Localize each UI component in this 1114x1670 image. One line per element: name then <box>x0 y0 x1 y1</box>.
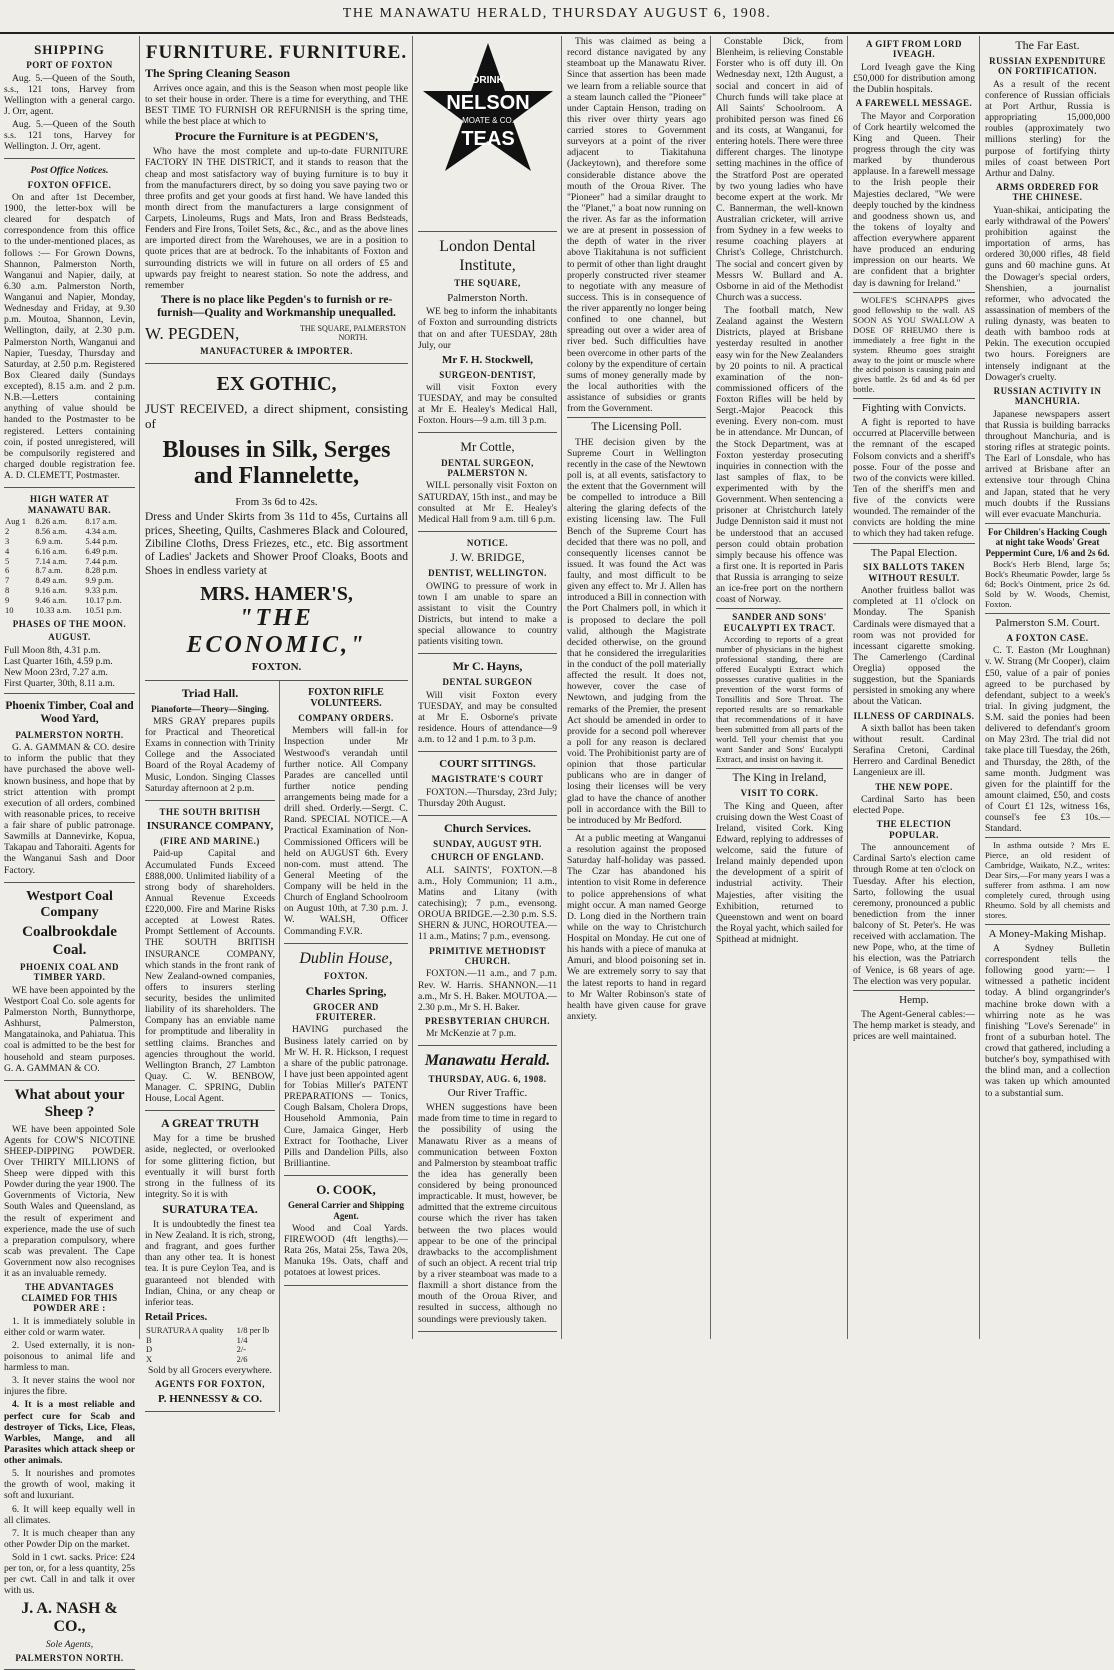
manchuria-title: RUSSIAN ACTIVITY IN MANCHURIA. <box>993 385 1102 407</box>
stockwell-role: SURGEON-DENTIST, <box>439 369 536 380</box>
shipping-item: Aug. 5.—Queen of the South s.s. 121 tons, Harvey for Wellington. J. Orr, agent. <box>4 119 135 153</box>
divider <box>567 829 706 830</box>
fareast-title: The Far East. <box>1015 38 1080 52</box>
advantage-item: 6. It will keep equally well in all climates. <box>4 1503 135 1526</box>
tide-am: 7.14 a.m. <box>35 555 67 566</box>
table-row <box>145 1345 275 1355</box>
nelson-line: DRINK <box>471 75 504 86</box>
col2-split <box>145 681 408 1413</box>
insurance-sub: (FIRE AND MARINE.) <box>160 836 260 847</box>
triad-body: MRS GRAY prepares pupils for Practical and Theoretical Exams in connection with Trinity College and the Associated Board of the Royal Academy of Music, London. Singing Classes Saturday afternoon at 2 p.m. <box>145 715 275 794</box>
hamer-title: MRS. HAMER'S, <box>200 583 353 606</box>
licensing-title: The Licensing Poll. <box>591 421 682 434</box>
tide-day: 6 <box>5 565 10 576</box>
moon-item: New Moon 23rd, 7.27 a.m. <box>4 666 108 678</box>
nash-place: PALMERSTON NORTH. <box>15 1652 124 1663</box>
triad-title: Triad Hall. <box>181 685 239 700</box>
coalbrookdale-title: Coalbrookdale Coal. <box>22 924 117 958</box>
insurance-title: INSURANCE COMPANY, <box>146 820 274 833</box>
agents-title: AGENTS FOR FOXTON, <box>154 1379 266 1390</box>
tide-day: 9 <box>5 594 10 605</box>
russian-body: As a result of the recent conference of Russian officials at Port Arthur, Russia is appropriating 15,000,000 roubles (approximately two millions sterling) for the purpose of fortifying thirty miles of coast between Port Arthur and Dalny. <box>985 78 1110 179</box>
court-case-title: Palmerston S.M. Court. <box>995 617 1100 630</box>
dublin-ad <box>284 944 408 1176</box>
tide-day: 4 <box>5 545 10 556</box>
shipping-section <box>4 36 135 159</box>
cough-body: Bock's Herb Blend, large 5s; Bock's Rheumatic Powder, large 5s 6d; Bock's Ointment, price 2s 6d. Sold by W. Woods, Chemist, Foxton. <box>985 559 1110 610</box>
westport-body: WE have been appointed by the Westport Coal Co. sole agents for Palmerston North, Bunnythorpe, Ashhurst, Palmerston, Mangatainoka, and Pahiatua. This coal is admitted to be the best for household and steam purposes. G. A. GAMMAN & CO. <box>4 984 135 1074</box>
suratura-body: It is undoubtedly the finest tea in New Zealand. It is rich, strong, and fragrant, and goes further than any other tea. It is honest tea. It is pure Ceylon Tea, and is guaranteed not blended with Indian, China, or any cheap or inferior teas. <box>145 1218 275 1308</box>
table-row <box>145 1326 275 1336</box>
blouses-title: Blouses in Silk, Serges and Flannelette, <box>162 436 391 490</box>
nelson-line: NELSON <box>445 92 530 114</box>
masthead <box>0 0 1114 34</box>
sheep-ad <box>4 1081 135 1670</box>
divider <box>716 768 843 769</box>
moon-item: Full Moon 8th, 4.31 p.m. <box>4 644 101 656</box>
cough-title: For Children's Hacking Cough at night take Woods' Great Peppermint Cure, 1/6 and 2s 6d. <box>985 526 1110 558</box>
tide-am: 8.49 a.m. <box>35 575 67 586</box>
tide-section <box>4 488 135 694</box>
pegden-body: Who have the most complete and up-to-date FURNITURE FACTORY IN THE DISTRICT, and it stands to reason that the cheap and most satisfactory way of buying furniture is to buy it from the manufacturers direct, by so doing you save paying two or three profits and get your goods at first hand. We have landed this month direct from the manufacturers a large consignment of Carpets, Linoleums, Rugs and Mats, Iron and Brass Bedsteads, Fenders and Fire Irons, Toilet Sets, &c., &c., and as the above lines are imported direct from the Warehouses, we are in a position to quote prices that are at bedrock. To the inhabitants of Foxton and surrounding districts we will in future on all orders of £5 and upwards pay freight to nearest station. So note the address, and remember <box>145 146 408 291</box>
farewell-title: A FAREWELL MESSAGE. <box>855 98 973 109</box>
westport-ad <box>4 883 135 1081</box>
pegden-name: W. PEGDEN, <box>145 323 240 343</box>
hemp-title: Hemp. <box>899 993 929 1006</box>
tide-day: Aug 1 <box>5 516 27 527</box>
retail-price: 2/6 <box>236 1354 248 1365</box>
dental-sub: THE SQUARE, <box>454 278 521 289</box>
cook-ad <box>284 1176 408 1286</box>
manchuria-body: Japanese newspapers assert that Russia is building barracks throughout Manchuria, and is storing rifles at strategic points. The Earl of Lonsdale, who has arrived at Brisbane after an extensive tour through China and Japan, stated that he very much doubts if the Russians will ever evacuate Manchuria. <box>985 408 1110 520</box>
tide-pm: 9.33 p.m. <box>85 585 118 596</box>
post-office-body: On and after 1st December, 1900, the letter-box will be cleared for despatch of correspondence from this office to the under-mentioned places, as follows :— For Grown Downs, Shannon, Palmerston North, Wanganui and Napier, daily, at 6.30 a.m. Palmerston North, Wanganui and Napier, Monday, Wednesday and Friday, at 9.30 p.m. Moutoa, Shannon, Levin, Wellington, daily, at 2.30 p.m. Palmerston North, Wanganui and Napier, Tuesday, Thursday and Saturday, at 2.50 p.m. Registered Box Cleared daily (Sundays excepted), 8.15 a.m. and 2 p.m. N.B.—Letters containing anything of value should be handed to the Postmaster to be registered. Letters containing coin, if posted unregistered, will be compulsorily registered and charged double registration fee. A. D. CLEMETT, Postmaster. <box>4 191 135 482</box>
church-title: Church Services. <box>443 820 532 835</box>
advantage-item: 5. It nourishes and promotes the growth of wool, making it soft and luxuriant. <box>4 1468 135 1502</box>
tide-am: 6.16 a.m. <box>35 545 67 556</box>
column-1 <box>0 36 140 1663</box>
dental-institute-ad <box>418 232 557 433</box>
bridge-notice: NOTICE. <box>466 537 509 548</box>
bridge-sub: DENTIST, WELLINGTON. <box>428 568 547 579</box>
furniture-title: FURNITURE. FURNITURE. <box>145 42 408 63</box>
column-4 <box>563 36 711 1339</box>
table-row <box>145 1355 275 1365</box>
agents-name: P. HENNESSY & CO. <box>157 1392 262 1405</box>
economic-title: "THE ECONOMIC," <box>186 605 367 658</box>
mishap-body: A Sydney Bulletin correspondent tells the following good yarn:— I witnessed a pathetic incident today. A blind organgrinder's machine broke down with a whirring note as he was finishing "Love's Serenade" in front of a suburban hotel. The crowd that gathered, including a butcher's boy, sympathised with the blind man, and a collection was taken up which amounted to a substantial sum. <box>985 942 1110 1099</box>
cook-body: Wood and Coal Yards. FIREWOOD (4ft lengths).—Rata 26s, Matai 25s, Tawa 20s, Manuka 19s. Oats, chaff and potatoes at lowest prices. <box>284 1222 408 1279</box>
nelson-line: TEAS <box>460 128 515 150</box>
tide-pm: 8.28 p.m. <box>85 565 118 576</box>
dental-title: London Dental Institute, <box>439 238 536 274</box>
retail-grade: D <box>146 1344 153 1355</box>
spring-title: The Spring Cleaning Season <box>145 66 291 81</box>
shipping-port: PORT OF FOXTON <box>26 60 113 71</box>
farewell-body: The Mayor and Corporation of Cork heartily welcomed the King and Queen. Their progress through the city was marked by thunderous applause. In a farewell message to the Irish people their Majesties declared, "We were deeply touched by the kindness and goodness shown us, and the tokens of loyalty and affection everywhere apparent have produced an enduring impression on our hearts. We are confident that a brighter day is dawning for Ireland." <box>853 110 975 289</box>
cottle-body: WILL personally visit Foxton on SATURDAY, 15th inst., and may be consulted at Mr E. Healey's Medical Hall from 9 a.m. till 6 p.m. <box>418 480 557 525</box>
advantage-item: 4. It is a most reliable and perfect cure for Scab and destroyer of Ticks, Lice, Fleas, Warbles, Mange, and all Parasites which attack sheep or other animals. <box>4 1399 135 1467</box>
rheumo-ad: WOLFE'S SCHNAPPS gives good fellowship to the wall. AS SOON AS YOU SWALLOW A DOSE OF RHEUMO there is immediately a free fight in the system. Rheumo goes straight away to the joint or muscle where the acid poison is causing pain and gives battle. 2s 6d and 4s 6d per bottle. <box>853 294 975 395</box>
retail-note: Sold by all Grocers everywhere. <box>148 1365 272 1377</box>
haynes-body: Will visit Foxton every TUESDAY, and may be consulted at Mr E. Osborne's private residence. Hours of attendance—9 a.m. to 12 and 1 p.m. to 3 p.m. <box>418 689 557 746</box>
primitive-body: FOXTON.—11 a.m., and 7 p.m. Rev. W. Harris. SHANNON.—11 a.m., Mr S. H. Baker. MOUTOA.—2.30 p.m., Mr S. H. Baker. <box>418 968 557 1013</box>
tide-am: 9.16 a.m. <box>35 585 67 596</box>
russian-title: RUSSIAN EXPENDITURE ON FORTIFICATION. <box>989 55 1106 77</box>
church-date: SUNDAY, AUGUST 9TH. <box>433 838 542 849</box>
divider <box>985 837 1110 838</box>
river-title: Our River Traffic. <box>447 1087 528 1100</box>
local-briefs: Constable Dick, from Blenheim, is relieving Constable Forster who is off duty ill. On Wednesday next, 12th August, a social and concert in aid of Church funds will take place at All Saints' Schoolroom. A prohibited person was fined £6 and its costs, at Wanganui, for entering hotels. There were three different charges. The linotype setting machines in the office of the Stratford Post are operated by two young ladies who have become expert at the work. Mr C. Bannerman, the well-known Australian cricketer, will arrive from Sydney in a few weeks to resume coaching players at Christ's College, Christchurch. The social and concert given by Messrs W. Bullard and A. Osborne in aid of the Methodist Church was a success. <box>716 36 843 303</box>
court-case-sub: A FOXTON CASE. <box>1006 632 1089 643</box>
haynes-sub: DENTAL SURGEON <box>442 677 533 688</box>
phoenix-title: Phoenix Timber, Coal and Wood Yard, <box>5 700 134 726</box>
truth-body: May for a time be brushed aside, neglected, or overlooked for some glittering fiction, but eventually it will burst forth strong in the fullness of its integrity. So it is with <box>145 1133 275 1200</box>
tide-pm: 10.51 p.m. <box>85 604 122 615</box>
gift-body: Lord Iveagh gave the King £50,000 for distribution among the Dublin hospitals. <box>853 61 975 96</box>
haynes-ad <box>418 654 557 752</box>
divider <box>853 543 975 544</box>
table-row <box>145 1336 275 1346</box>
column-6 <box>849 36 980 1339</box>
truth-title: A GREAT TRUTH <box>160 1116 260 1131</box>
arms-title: ARMS ORDERED FOR THE CHINESE. <box>995 181 1099 203</box>
moon-item: Last Quarter 16th, 4.59 p.m. <box>4 655 113 667</box>
tide-pm: 5.44 p.m. <box>85 535 118 546</box>
tide-table <box>4 517 135 616</box>
sheep-title: What about your Sheep ? <box>14 1086 125 1121</box>
cook-sub: General Carrier and Shipping Agent. <box>287 1200 405 1221</box>
masthead-title: THE MANAWATU HERALD, THURSDAY AUGUST 6, 1908. <box>342 6 772 21</box>
asthma-ad: In asthma outside ? Mrs E. Pierce, an old resident of Cambridge, Waikato, N.Z., writes: Dear Sirs,—For many years I was a sufferer from asthma. I am now completely cured, through using Rheumo. Sold by all chemists and stores. <box>985 840 1110 921</box>
column-3 <box>414 36 562 1339</box>
dublin-sub: FOXTON. <box>323 971 369 982</box>
mishap-title: A Money-Making Mishap. <box>988 928 1107 941</box>
furniture-ad <box>145 36 408 364</box>
court-title: COURT SITTINGS. <box>439 758 536 771</box>
divider <box>985 924 1110 925</box>
phoenix-coal-title: PHOENIX COAL AND TIMBER YARD. <box>19 961 119 983</box>
illness-body: A sixth ballot has been taken without result. Cardinal Serafina Cretoni, Cardinal Herrero and Cardinal Benedict Langenieux are ill. <box>853 722 975 779</box>
retail-price: 2/- <box>236 1344 247 1355</box>
retail-price: 1/8 per lb <box>236 1324 270 1335</box>
nelson-tea-star <box>423 43 553 223</box>
eucalypti-body: According to reports of a great number of physicians in the highest professional standing, there are offered Eucalypti Extract which possesses curative qualities in the prevention of the worst forms of Tonsillitis and Sore Throat. The reported results are so remarkable that recommendations of it have been submitted from all parts of the world. Tell your chemist that you want Sander and Sons' Eucalypti Extract, and insist on having it. <box>716 634 843 764</box>
economic-place: FOXTON. <box>251 660 302 673</box>
retail-grade: SURATURA A quality <box>146 1324 224 1335</box>
exgothic-ad <box>145 364 408 681</box>
stockwell-body: will visit Foxton every TUESDAY, and may be consulted at Mr E. Healey's Medical Hall, Foxton. Hours—9 a.m. till 3 p.m. <box>418 381 557 427</box>
sheep-sold: Sold in 1 cwt. sacks. Price: £24 per ton, or, for a less quantity, 25s per cwt. Call in and talk it over with us. <box>4 1552 135 1597</box>
king-body: The King and Queen, after cruising down the West Coast of Ireland, visited Cork. King Edward, replying to addresses of welcome, said the future of Ireland mainly depended upon the development of a spirit of industrial activity. Their Majesties, after visiting the Exhibition, returned to Queenstown and went on board the Royal yacht, which sailed for Spithead at midnight. <box>716 800 843 946</box>
tide-pm: 7.44 p.m. <box>85 555 118 566</box>
post-office-title: Post Office Notices. <box>30 165 109 177</box>
triad-ad <box>145 681 275 801</box>
cottle-sub: DENTAL SURGEON, PALMERSTON N. <box>441 457 534 478</box>
insurance-body: Paid-up Capital and Accumulated Funds Exceed £888,000. Unlimited liability of a strong body of shareholders. Annual Revenue Exceeds £220,000. Fire and Marine Risks accepted at Lowest Rates. Prompt Settlement of Accounts. THE SOUTH BRITISH INSURANCE COMPANY, which stands in the front rank of New Zealand-owned companies, offers to insurers sterling security, besides the unlimited liability of its shareholders. The Company has an enviable name for promptitude and liberality in settling claims. Branches and agencies throughout the world. Wellington Branch, 27 Lambton Quay. C. W. BENBOW, Manager. C. SPRING, Dublin House, Local Agent. <box>145 848 275 1105</box>
nelson-tea-ad <box>418 36 557 232</box>
tide-day: 2 <box>5 525 10 536</box>
river-continued: This was claimed as being a record distance navigated by any steamboat up the Manawatu River. Since that assertion has been made we learn from a reliable source that a steam launch called the "Pioneer" under Captain Henson, trading on this river over thirty years ago carried stores to Government surveyors at a point of the river adjacent to Tiakitahuna (Jackeytown), and therefore some considerable distance above the mouth of the Oroua River. The "Pioneer" had a similar draught to the "Planet," a boat now running on the river. As far as the information we are at present in possession of the depth of water in the river above Tiakitahuna is not sufficient to permit of other than light draught properly constructed river steamer to negotiate with any measure of success. This is in consequence of the river apparently no longer being confined to one channel, but spreading out over a wider area of river bed. Such difficulties have been overcome in other parts of the colony by the expenditure of certain sums of money generally made by the local authorities with the assistance of subsidies or grants from the Government. <box>567 36 706 415</box>
news-briefs: At a public meeting at Wanganui a resolution against the proposed Saturday half-holiday was passed. The Czar has abandoned his intention to visit Rome in deference to police apprehensions of what might occur. A man named George D. Long died in the Northern train while on the way to Christchurch Hospital on Monday. He cut one of his hands with a piece of manuka at Amuri, and blood poisoning set in. We are extremely sorry to say that the latest reports to hand in regard to Mr Walter Robinson's state of health have given cause for grave anxiety. <box>567 832 706 1022</box>
table-row <box>4 566 135 576</box>
phoenix-body: G. A. GAMMAN & CO. desire to inform the public that they have purchased the above well-known business, and hope that by strict attention with prompt execution of all orders, combined with reasonable prices, to receive a fair share of public patronage. Sawmills at Dannevirke, Kopua, Takapau and Tahoraiti. Agents for the Wanganui Sash and Door Factory. <box>4 742 135 876</box>
arms-body: Yuan-shikai, anticipating the early withdrawal of the Powers' prohibition against the importation of arms, has ordered 30,000 rifles, 48 field guns and 60 machine guns. At the Dowager's special orders, Shenshien, a journalist reformer, who advocated the assassination of members of the ruling dynasty, was beaten to death with bamboo rods at Pekin. The execution occupied two hours. Foreigners are intensely indignant at the Dowager's cruelty. <box>985 204 1110 383</box>
court-sittings <box>418 752 557 815</box>
advantages-title: THE ADVANTAGES CLAIMED FOR THIS POWDER ARE : <box>21 1282 118 1314</box>
tide-day: 3 <box>5 535 10 546</box>
divider <box>716 608 843 609</box>
retail-price: 1/4 <box>236 1334 248 1345</box>
dental-place: Palmerston North. <box>447 291 528 304</box>
blouses-price: From 3s 6d to 42s. <box>235 495 318 508</box>
advantage-item: 7. It is much cheaper than any other Powder Dip on the market. <box>4 1527 135 1550</box>
shipping-title: SHIPPING <box>34 42 105 57</box>
pegden-line: Procure the Furniture is at PEGDEN'S, <box>174 129 379 144</box>
sheep-body: WE have been appointed Sole Agents for COW'S NICOTINE SHEEP-DIPPING POWDER. Over THIRTY MILLIONS of Sheep were dipped with this Powder during the year 1900. The Governments of Victoria, New South Wales and Queensland, as the result of experiment and experience, made the use of such a preparation compulsory, where scab was prevalent. The Cape Government now also recognises it as an invaluable remedy. <box>4 1123 135 1280</box>
pegden-address: THE SQUARE, PALMERSTON NORTH. <box>299 324 406 343</box>
presby-title: PRESBYTERIAN CHURCH. <box>424 1015 550 1026</box>
king-title: The King in Ireland, <box>732 771 827 784</box>
suratura-ad <box>145 1111 275 1412</box>
divider <box>853 398 975 399</box>
convicts-title: Fighting with Convicts. <box>861 402 967 415</box>
church-body: ALL SAINTS', FOXTON.—8 a.m., Holy Communion; 11 a.m., Matins and Litany (with catechising); 7 p.m., evensong. OROUA BRIDGE.—2.30 p.m. S.S. SHERN & JUNC, HOROUTEA.—11 a.m., Matins; 7 p.m., evensong. <box>418 864 557 943</box>
tide-day: 10 <box>5 604 14 615</box>
papal-body: Another fruitless ballot was completed at 11 o'clock on Monday. The Spanish Cardinals were dismayed that a room was not provided for incessant cigarette smoking. The Camerlengo (Cardinal Oreglia) opposed the suggestion, but the Spaniards persisted in smoking any where about the Vatican. <box>853 585 975 708</box>
tide-pm: 4.34 a.m. <box>85 525 117 536</box>
convicts-body: A fight is reported to have occurred at Placerville between the remnant of the escaped Folsom convicts and a sheriff's posse. Four of the posse and two of the convicts were killed. Ten of the sheriff's men and five of the convicts were wounded. The remainder of the convicts are holding the mine to which they had taken refuge. <box>853 417 975 540</box>
herald-title: Manawatu Herald. <box>424 1052 551 1070</box>
retail-table <box>145 1326 275 1365</box>
cottle-ad <box>418 433 557 531</box>
dublin-body: HAVING purchased the Business lately carried on by Mr W. H. R. Hickson, I request a share of the public patronage. I have just been appointed agent for Tobias Miller's PATENT PREPARATIONS — Tonics, Cough Balsam, Cholera Drops, Household Ammonia, Pain Cure, Jamaica Ginger, Herb Extract for Toothache, Liver Pills and Dandelion Pills, also Brilliantine. <box>284 1024 408 1169</box>
court-sub: MAGISTRATE'S COURT <box>431 774 544 785</box>
football-briefs: The football match, New Zealand against the Western Districts, played at Brisbane yesterday resulted in another easy win for the New Zealanders by 20 points to nil. A practical examination of the non-commissioned officers of the Foxton Rifles will be held by Sergt.-Major Peacock this evening. Every non-com. must be in attendance. Mr Duncan, of the Stock Department, was at Foxton yesterday prosecuting inquiries in connection with the last samples of flax, to be experimented with by the Government. When sentencing a prisoner at Christchurch lately Judge Denniston said it must not be understood that an accused person could obtain probation simply because his offence was a first one. It is reported in Paris that Russia is arranging to seize an ice-free port on the northern coast of Norway. <box>716 305 843 606</box>
divider <box>985 523 1110 524</box>
tide-am: 9.46 a.m. <box>35 594 67 605</box>
bridge-ad <box>418 532 557 655</box>
court-case-body: C. T. Easton (Mr Loughnan) v. W. Strang (Mr Cooper), claim £50, value of a pair of ponies agreed to be purchased by defendant, subject to a week's trial. In giving judgment, the S.M. said the ponies had been delivered to defendant's groom on May 23rd. The trial did not take place till Tuesday, the 26th, and Thursday, the 28th, of the same month. Judgment was given for the plaintiff for the amount claimed, £50, and costs of Court £1 12s, witness 16s, counsel's fee £3 10s.—Standard. <box>985 645 1110 835</box>
herald-date: THURSDAY, AUG. 6, 1908. <box>428 1074 547 1084</box>
column-5 <box>712 36 848 1339</box>
shipping-item: Aug. 5.—Queen of the South, s.s., 121 tons, Harvey from Wellington with a general cargo. J. Orr, agent. <box>4 72 135 117</box>
advantage-item: 2. Used externally, it is non-poisonous to animal life and harmless to man. <box>4 1339 135 1374</box>
suratura-title: SURATURA TEA. <box>162 1202 258 1217</box>
moon-item: First Quarter, 30th, 8.11 a.m. <box>4 677 115 689</box>
nelson-line: MOATE & CO. <box>461 116 514 125</box>
bridge-body: OWING to pressure of work in town I am unable to spare an assistant to visit the Country Districts, but intend to make a special allowance to country patients visiting town. <box>418 580 557 648</box>
primitive-title: PRIMITIVE METHODIST CHURCH. <box>429 945 546 966</box>
tide-am: 8.7 a.m. <box>35 565 63 576</box>
tide-pm: 10.17 p.m. <box>85 594 122 605</box>
divider <box>853 292 975 293</box>
post-office-sub: FOXTON OFFICE. <box>27 179 112 190</box>
illness-title: ILLNESS OF CARDINALS. <box>853 710 975 721</box>
nash-sub: Sole Agents, <box>45 1638 94 1650</box>
westport-title: Westport Coal Company <box>26 888 113 920</box>
triad-sub: Pianoforte—Theory—Singing. <box>151 703 269 714</box>
spring-body: Arrives once again, and this is the Season when most people like to set their house in order. There is a time for everything, and THE BEST TIME TO FURNISH OR REFURNISH is the spring time, while the best place at which to <box>145 82 408 128</box>
tide-day: 7 <box>5 575 10 586</box>
tide-am: 8.56 a.m. <box>35 525 67 536</box>
tide-title: HIGH WATER AT MANAWATU BAR. <box>27 494 112 515</box>
rifles-ad <box>284 681 408 944</box>
haynes-title: Mr C. Hayns, <box>452 659 523 674</box>
newpope-body: Cardinal Sarto has been elected Pope. <box>853 794 975 817</box>
eucalypti-title: SANDER AND SONS' EUCALYPTI EX TRACT. <box>723 612 836 633</box>
gift-title: A GIFT FROM LORD IVEAGH. <box>865 39 963 60</box>
phoenix-ad <box>4 694 135 883</box>
retail-grade: B <box>146 1334 152 1345</box>
blouses-body: Dress and Under Skirts from 3s 11d to 45s, Curtains all prices, Sheeting, Quilts, Cashmeres Black and Coloured, Zibiline Cloths, Dress Friezes, etc., etc. Big assortment of Ladies' Jackets and Shower Proof Cloaks, Boots and Shoes in endless variety at <box>145 511 408 577</box>
cook-title: O. COOK, <box>316 1182 376 1198</box>
moon-month: AUGUST. <box>48 632 91 643</box>
rifles-sub: COMPANY ORDERS. <box>298 712 394 723</box>
post-office-section <box>4 159 135 488</box>
cottle-title: Mr Cottle, <box>460 439 515 455</box>
stockwell-name: Mr F. H. Stockwell, <box>441 353 534 366</box>
river-body: WHEN suggestions have been made from time to time in regard to the possibility of using the Manawatu River as a means of communication between Foxton and Palmerston by steamboat traffic the idea has generally been considered by being pronounced impracticable. It must, however, be admitted that the extreme circuitous course which the river has taken between the two places would appear to be one of the principal drawbacks to the accomplishment of such an object. A recent trial trip by a river steamboat was made to a flaxmill a short distance from the mouth of the Oroua River, and resulted in success, although no soundings were previously taken. <box>418 1102 557 1325</box>
advantage-item: 1. It is immediately soluble in either cold or warm water. <box>4 1315 135 1338</box>
papal-sub: SIX BALLOTS TAKEN WITHOUT RESULT. <box>863 562 965 583</box>
king-sub: VISIT TO CORK. <box>740 788 819 799</box>
tide-pm: 6.49 p.m. <box>85 545 118 556</box>
retail-title: Retail Prices. <box>145 1310 208 1323</box>
rifles-title: FOXTON RIFLE VOLUNTEERS. <box>308 686 384 710</box>
rifles-body: Members will fall-in for Inspection under Mr Westwood's verandah until further notice. All Company Parades are cancelled until further notice pending arrangements being made for a drill shed. Orderly.—Sergt. C. Rand. SPECIAL NOTICE.—A Practical Examination of Non-Commissioned Officers will be held on AUGUST 6th. Every non-com. must attend. The General Meeting of the Company will be held in the Church of England Schoolroom on August 10th, at 7.30 p.m. J. W. WALSH, Officer Commanding F.V.R. <box>284 725 408 937</box>
insurance-ad <box>145 801 275 1112</box>
divider <box>985 613 1110 614</box>
church-services <box>418 816 557 1047</box>
moon-title: PHASES OF THE MOON. <box>12 618 127 629</box>
election-title: THE ELECTION POPULAR. <box>876 819 952 840</box>
column-7 <box>981 36 1114 1339</box>
court-body: FOXTON.—Thursday, 23rd July; Thursday 20th August. <box>418 786 557 809</box>
church-sub: CHURCH OF ENGLAND. <box>431 852 544 863</box>
tide-day: 5 <box>5 555 10 566</box>
presby-body: Mr McKenzie at 7 p.m. <box>426 1028 517 1040</box>
advantage-item: 3. It never stains the wool nor injures the fibre. <box>4 1375 135 1398</box>
tide-am: 8.26 a.m. <box>35 516 67 527</box>
pegden-slogan: There is no place like Pegden's to furnish or re-furnish—Quality and Workmanship unequalled. <box>157 293 396 320</box>
newpope-title: THE NEW POPE. <box>875 781 953 792</box>
pegden-signature <box>145 324 408 344</box>
tide-am: 6.9 a.m. <box>35 535 63 546</box>
hemp-body: The Agent-General cables:—The hemp market is steady, and prices are well maintained. <box>853 1008 975 1042</box>
pegden-role: MANUFACTURER & IMPORTER. <box>200 346 353 357</box>
spring-name: Charles Spring, <box>305 983 387 998</box>
tide-pm: 9.9 p.m. <box>85 575 114 586</box>
bridge-title: J. W. BRIDGE, <box>450 550 525 565</box>
herald-editorial <box>418 1046 557 1331</box>
dublin-title: Dublin House, <box>299 949 393 967</box>
retail-grade: X <box>146 1354 153 1365</box>
election-body: The announcement of Cardinal Sarto's election came through Rome at ten o'clock on Tuesday. After his election, Sarto, following the usual ceremony, pronounced a public benediction from the inner balcony of St. Peter's. He was received with acclamation. The new Pope, who, at the time of his election, was the Patriarch of Venice, is 68 years of age. The election was very popular. <box>853 842 975 987</box>
grocer-label: GROCER AND FRUITERER. <box>313 1001 379 1022</box>
licensing-body: THE decision given by the Supreme Court in Wellington recently in the case of the Newtown poll is, at all events, satisfactory to the extent that the Government will be compelled to introduce a Bill altering the glaring defects of the existing licensing law. The Full Bench of the Supreme Court has decided that there was no poll, and consequently licenses cannot be issued. It was found the Act was faulty, and most difficult to be given any effect to. Mr J. Allen has introduced a Bill in connection with the Port Chalmers poll, in which it is proposed to declare the poll valid, although the Magistrate decided otherwise, on the ground that he considered the irregularities in the conduct of the poll materially affected the result. It does not, however, cover the case of Newtown, and judging from the remarks of the Premier, the present Act should be amended in order to provide for a second poll wherever a poll for any reason is declared void. The Prohibitionist party are of opinion that those particular publicans who are in danger of losing their licenses will be very glad to have the chance of another poll in accordance with the Bill to be introduced by Mr Bedford. <box>567 436 706 826</box>
col2-right <box>280 681 408 1413</box>
nash-title: J. A. NASH & CO., <box>21 1599 118 1636</box>
dental-body: WE beg to inform the inhabitants of Foxton and surrounding districts that on and after TUESDAY, 28th July, our <box>418 306 557 351</box>
divider <box>567 417 706 418</box>
divider <box>853 990 975 991</box>
col2-left <box>145 681 280 1413</box>
tide-pm: 8.17 a.m. <box>85 516 117 527</box>
tide-day: 8 <box>5 585 10 596</box>
exgothic-title: EX GOTHIC, <box>216 372 337 395</box>
tide-am: 10.33 a.m. <box>35 604 72 615</box>
papal-title: The Papal Election. <box>870 546 958 559</box>
column-2 <box>141 36 413 1405</box>
exgothic-lead: JUST RECEIVED, a direct shipment, consisting of <box>145 400 408 431</box>
phoenix-sub: PALMERSTON NORTH. <box>15 729 124 740</box>
insurance-pre: THE SOUTH BRITISH <box>159 806 261 817</box>
table-row <box>4 606 135 616</box>
